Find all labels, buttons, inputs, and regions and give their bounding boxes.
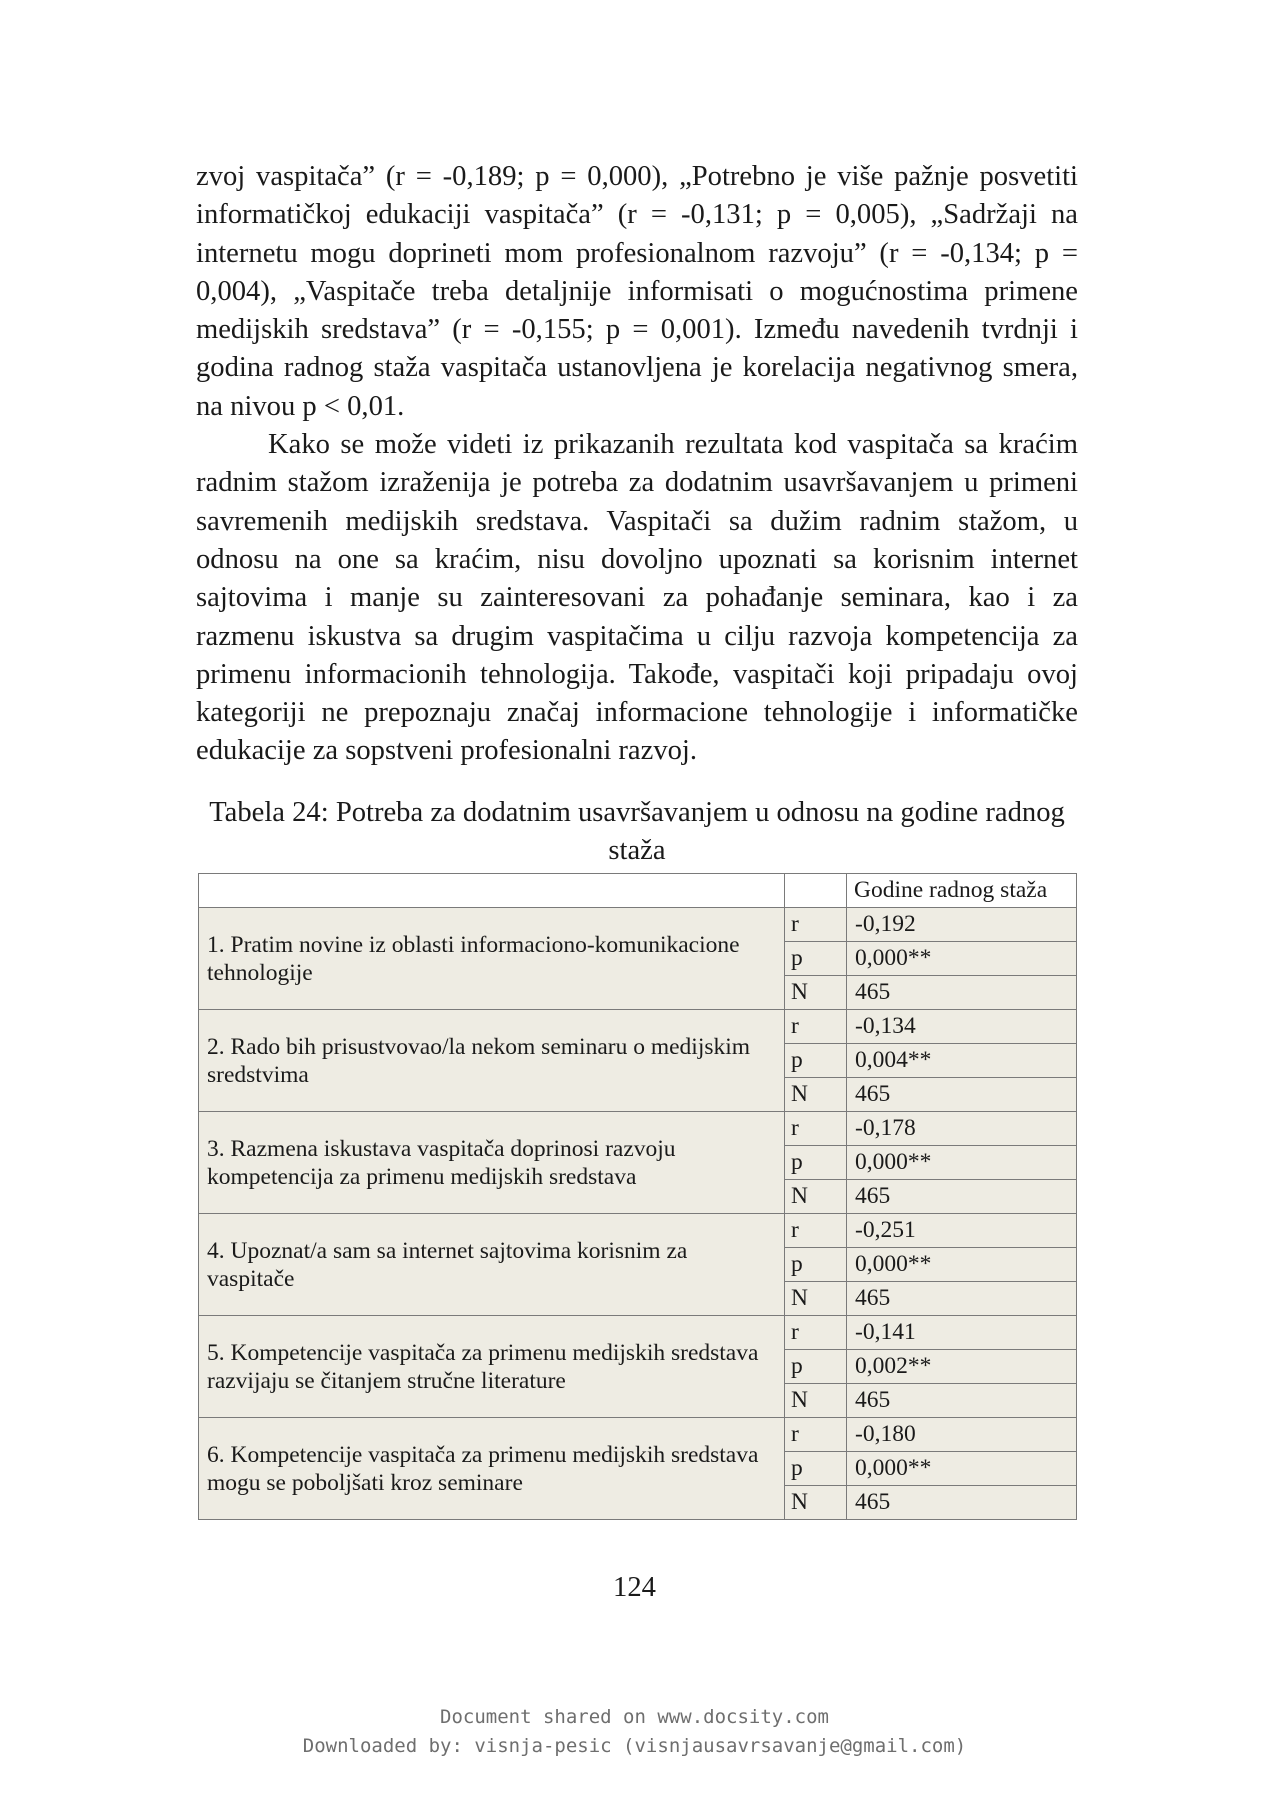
stat-value-cell: 0,002** [847,1350,1077,1384]
stat-label-cell: p [785,1452,847,1486]
footer-downloaded-line: Downloaded by: visnja-pesic (visnjausavrsavanje@gmail.com) [302,1735,967,1757]
table-row [199,1214,1077,1248]
table-row [199,1112,1077,1146]
statement-cell: 4. Upoznat/a sam sa internet sajtovima korisnim za vaspitače [199,1214,785,1316]
stat-label-cell: r [785,1418,847,1452]
body-text [196,158,1078,771]
stat-value-cell: -0,141 [847,1316,1077,1350]
paragraph-2: Kako se može videti iz prikazanih rezultata kod vaspitača sa kraćim radnim stažom izraženija je potreba za dodatnim usavršavanjem u primeni savremenih medijskih sredstava. Vaspitači sa dužim radnim stažom, u odnosu na one sa kraćim, nisu dovoljno upoznati sa korisnim internet sajtovima i manje su zainteresovani za pohađanje seminara, kao i za razmenu iskustva sa drugim vaspitačima u cilju razvoja kompetencija za primenu informacionih tehnologija. Takođe, vaspitači koji pripadaju ovoj kategoriji ne prepoznaju značaj informacione tehnologije i informatičke edukacije za sopstveni profesionalni razvoj. [196,429,1078,767]
stat-label-cell: N [785,1282,847,1316]
statement-cell: 3. Razmena iskustava vaspitača doprinosi razvoju kompetencija za primenu medijskih sredstava [199,1112,785,1214]
stat-value-cell: 0,000** [847,1248,1077,1282]
stat-value-cell: 465 [847,1078,1077,1112]
column-header: Godine radnog staža [847,874,1077,908]
footer-shared-line: Document shared on www.docsity.com [440,1706,829,1728]
correlation-table [198,873,1077,1520]
stat-label-cell: p [785,1044,847,1078]
stat-value-cell: 0,004** [847,1044,1077,1078]
stat-label-cell: N [785,1180,847,1214]
stat-value-cell: 465 [847,1180,1077,1214]
table-header-row [199,874,1077,908]
stat-value-cell: 465 [847,1384,1077,1418]
stat-label-cell: r [785,908,847,942]
stat-value-cell: -0,251 [847,1214,1077,1248]
stat-value-cell: -0,180 [847,1418,1077,1452]
stat-label-cell: p [785,942,847,976]
stat-label-cell: N [785,1384,847,1418]
stat-value-cell: 465 [847,1486,1077,1520]
stat-label-cell: r [785,1010,847,1044]
stat-value-cell: -0,178 [847,1112,1077,1146]
table-row [199,1316,1077,1350]
stat-label-cell: p [785,1248,847,1282]
stat-value-cell: -0,192 [847,908,1077,942]
page-number: 124 [613,1572,656,1603]
statement-cell: 1. Pratim novine iz oblasti informaciono-komunikacione tehnologije [199,908,785,1010]
stat-label-cell: N [785,976,847,1010]
stat-label-cell: r [785,1214,847,1248]
stat-value-cell: 0,000** [847,1452,1077,1486]
statement-cell: 2. Rado bih prisustvovao/la nekom seminaru o medijskim sredstvima [199,1010,785,1112]
stat-value-cell: 465 [847,1282,1077,1316]
table-caption: Tabela 24: Potreba za dodatnim usavršavanjem u odnosu na godine radnog staža [209,797,1065,866]
stat-label-cell: r [785,1316,847,1350]
stat-label-cell: r [785,1112,847,1146]
statement-cell: 5. Kompetencije vaspitača za primenu medijskih sredstava razvijaju se čitanjem stručne literature [199,1316,785,1418]
stat-value-cell: 0,000** [847,942,1077,976]
table-row [199,1418,1077,1452]
stat-label-cell: p [785,1146,847,1180]
header-blank-cell [785,874,847,908]
stat-label-cell: N [785,1078,847,1112]
statement-cell: 6. Kompetencije vaspitača za primenu medijskih sredstava mogu se poboljšati kroz seminare [199,1418,785,1520]
stat-label-cell: N [785,1486,847,1520]
paragraph-1: zvoj vaspitača” (r = -0,189; p = 0,000), „Potrebno je više pažnje posvetiti informatičkoj edukaciji vaspitača” (r = -0,131; p = 0,005), „Sadržaji na internetu mogu doprineti mom profesionalnom razvoju” (r = -0,134; p = 0,004), „Vaspitače treba detaljnije informisati o mogućnostima primene medijskih sredstava” (r = -0,155; p = 0,001). Između navedenih tvrdnji i godina radnog staža vaspitača ustanovljena je korelacija negativnog smera, na nivou p < 0,01. [196,161,1078,422]
stat-label-cell: p [785,1350,847,1384]
stat-value-cell: -0,134 [847,1010,1077,1044]
stat-value-cell: 465 [847,976,1077,1010]
table-row [199,1010,1077,1044]
header-blank-cell [199,874,785,908]
stat-value-cell: 0,000** [847,1146,1077,1180]
table-row [199,908,1077,942]
